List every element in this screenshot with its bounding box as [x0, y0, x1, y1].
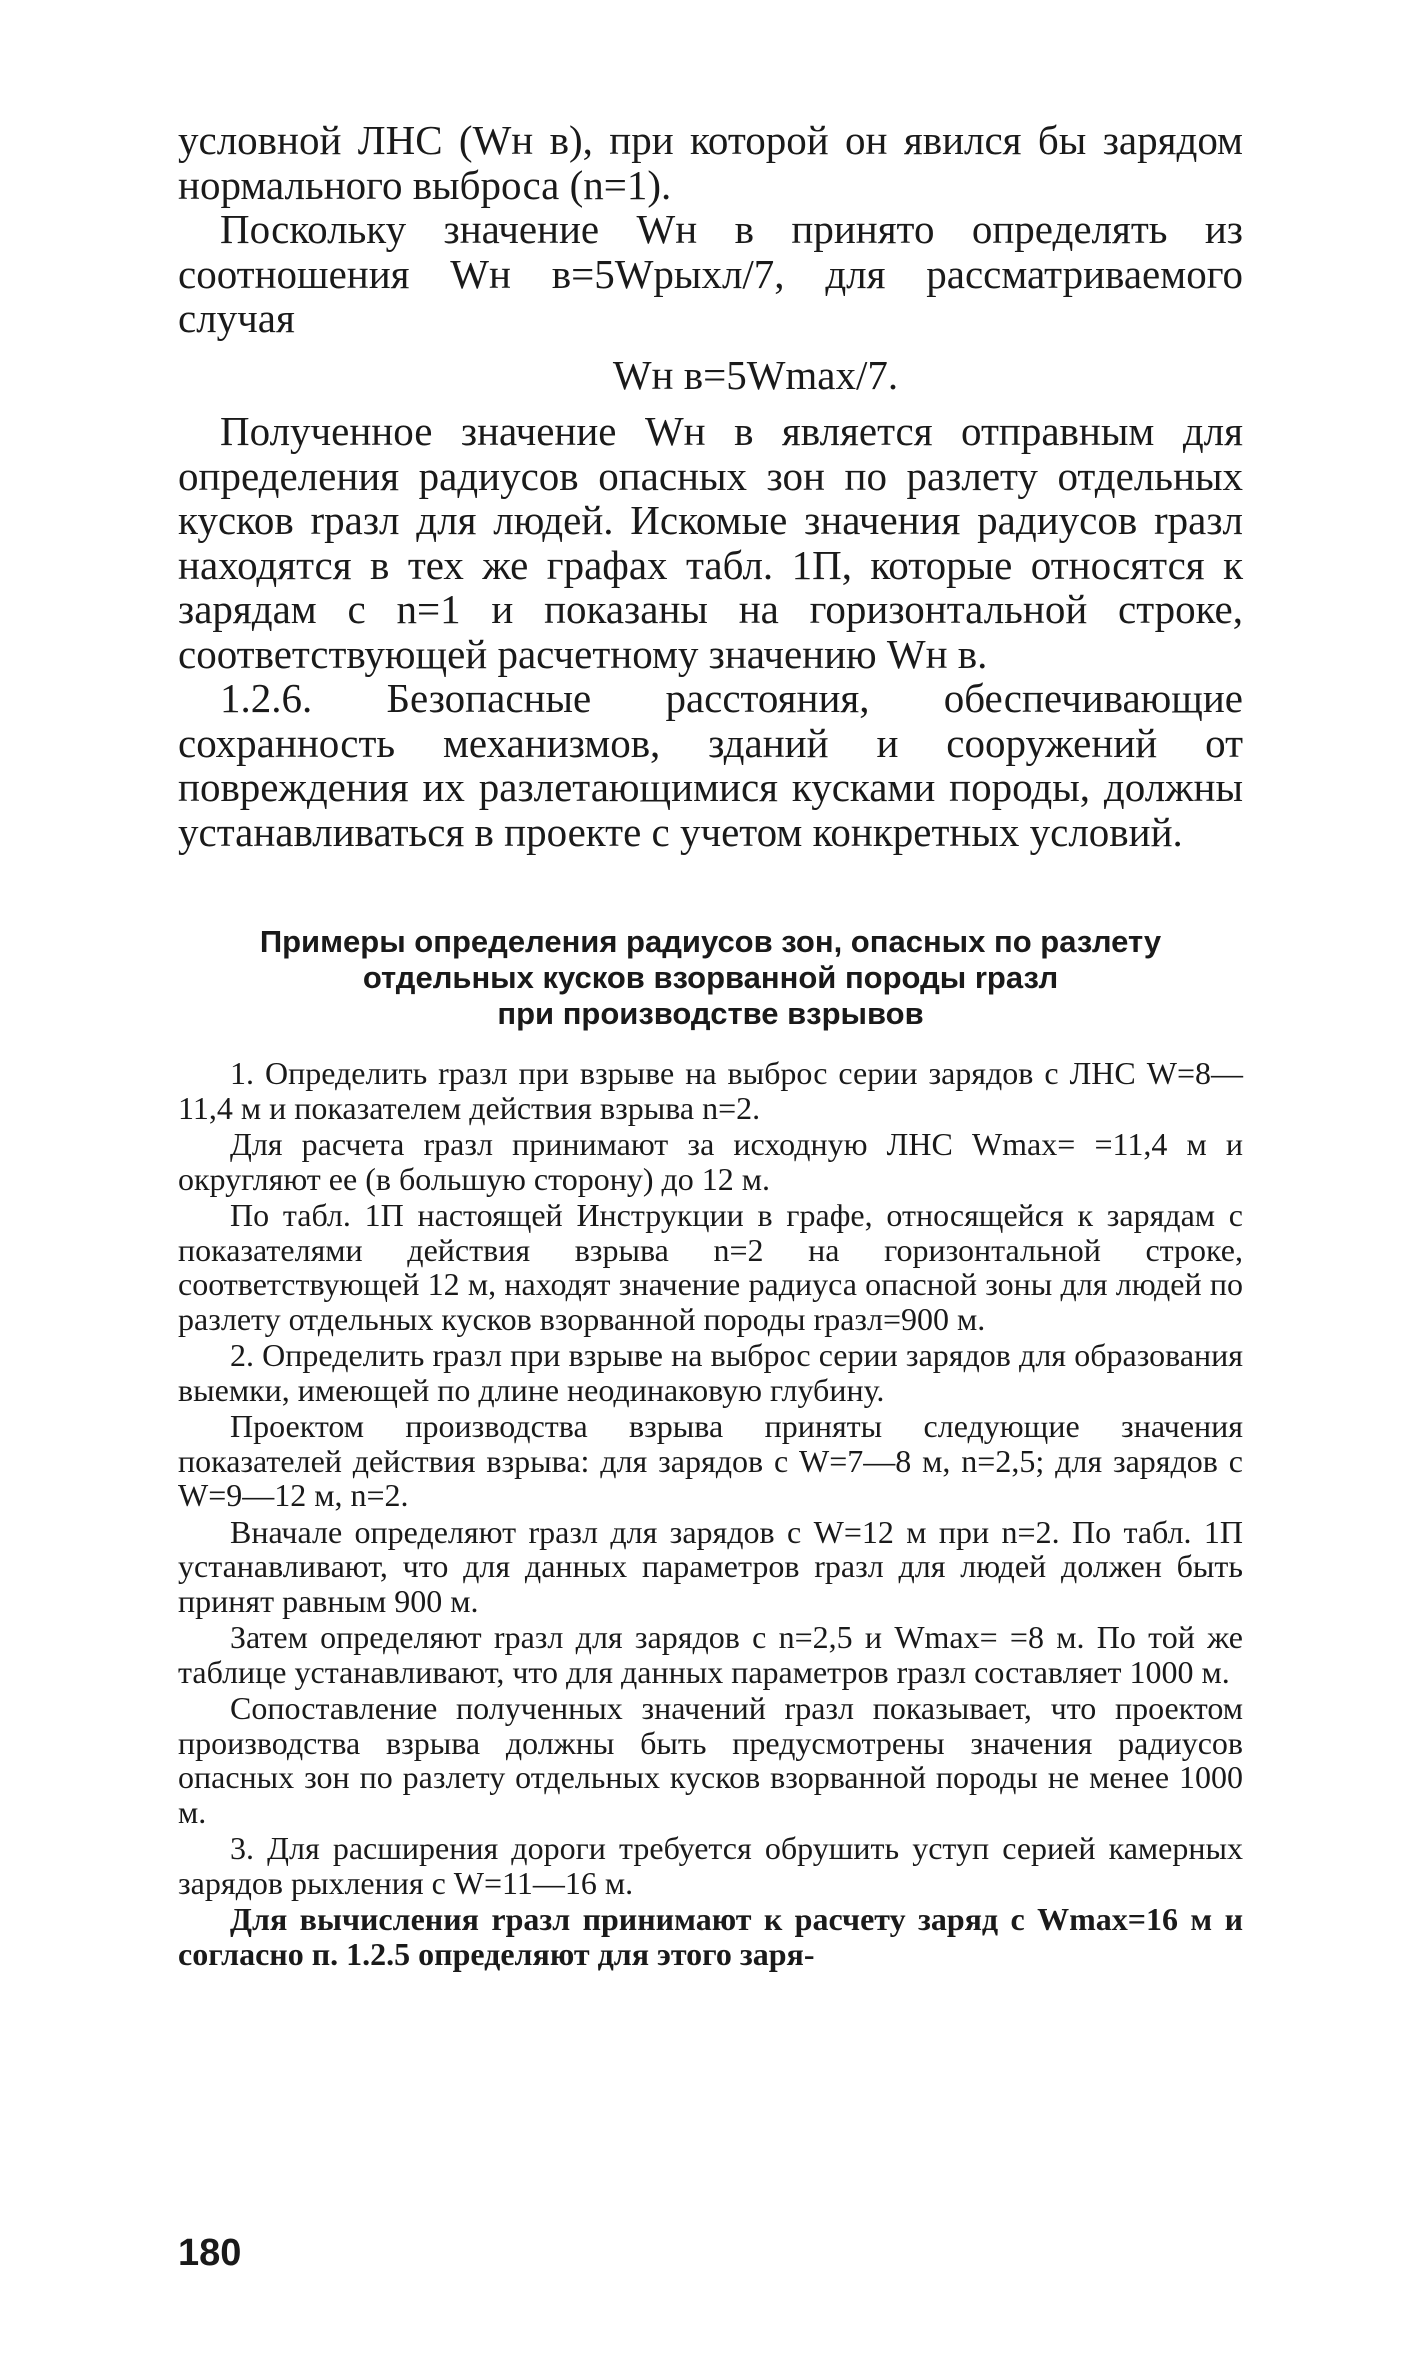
example-paragraph: Вначале определяют rразл для зарядов с W=12 м при n=2. По табл. 1П устанавливают, что для данных параметров rразл для людей должен быть принят равным 900 м. [178, 1513, 1244, 1619]
formula: Wн в=5Wmax/7. [612, 351, 899, 398]
example-paragraph: Сопоставление полученных значений rразл показывает, что проектом производства взрыва должны быть предусмотрены значения радиусов опасных зон по разлету отдельных кусков взорванной породы не менее 1000 м. [178, 1690, 1243, 1830]
heading-line: отдельных кусков взорванной породы rразл [362, 960, 1059, 995]
page-body [178, 118, 1243, 1973]
example-paragraph: По табл. 1П настоящей Инструкции в графе, относящейся к зарядам с показателями действия взрыва n=2 на горизонтальной строке, соответствующей 12 м, находят значение радиуса опасной зоны для людей по разлету отдельных кусков взорванной породы rразл=900 м. [178, 1197, 1243, 1337]
example-paragraph: Для вычисления rразл принимают к расчету заряд с Wmax=16 м и согласно п. 1.2.5 определяют для этого заря- [178, 1901, 1243, 1972]
paragraph: 1.2.6. Безопасные расстояния, обеспечивающие сохранность механизмов, зданий и сооружений от повреждения их разлетающимися кусками породы, должны устанавливаться в проекте с учетом конкретных условий. [178, 675, 1243, 855]
paragraph: Поскольку значение Wн в принято определять из соотношения Wн в=5Wрыхл/7, для рассматриваемого случая [178, 206, 1243, 341]
example-paragraph: 3. Для расширения дороги требуется обрушить уступ серией камерных зарядов рыхления с W=11—16 м. [178, 1830, 1243, 1901]
paragraph: условной ЛНС (Wн в), при которой он явился бы зарядом нормального выброса (n=1). [178, 117, 1243, 208]
heading-line: Примеры определения радиусов зон, опасных по разлету [259, 924, 1162, 959]
example-paragraph: 2. Определить rразл при взрыве на выброс серии зарядов для образования выемки, имеющей по длине неодинаковую глубину. [178, 1337, 1243, 1408]
example-paragraph: Для расчета rразл принимают за исходную ЛНС Wmax= =11,4 м и округляют ее (в большую сторону) до 12 м. [178, 1126, 1243, 1197]
section-heading [178, 924, 1243, 1032]
example-paragraph: Проектом производства взрыва приняты следующие значения показателей действия взрыва: для зарядов с W=7—8 м, n=2,5; для зарядов с W=9—12 м, n=2. [178, 1408, 1243, 1513]
page-number: 180 [178, 2232, 242, 2274]
heading-line: при производстве взрывов [497, 996, 924, 1031]
example-paragraph: Затем определяют rразл для зарядов с n=2,5 и Wmax= =8 м. По той же таблице устанавливают, что для данных параметров rразл составляет 1000 м. [178, 1619, 1243, 1690]
paragraph: Полученное значение Wн в является отправным для определения радиусов опасных зон по разлету отдельных кусков rразл для людей. Искомые значения радиусов rразл находятся в тех же графах табл. 1П, которые относятся к зарядам с n=1 и показаны на горизонтальной строке, соответствующей расчетному значению Wн в. [178, 408, 1243, 677]
example-paragraph: 1. Определить rразл при взрыве на выброс серии зарядов с ЛНС W=8—11,4 м и показателем действия взрыва n=2. [178, 1055, 1243, 1126]
